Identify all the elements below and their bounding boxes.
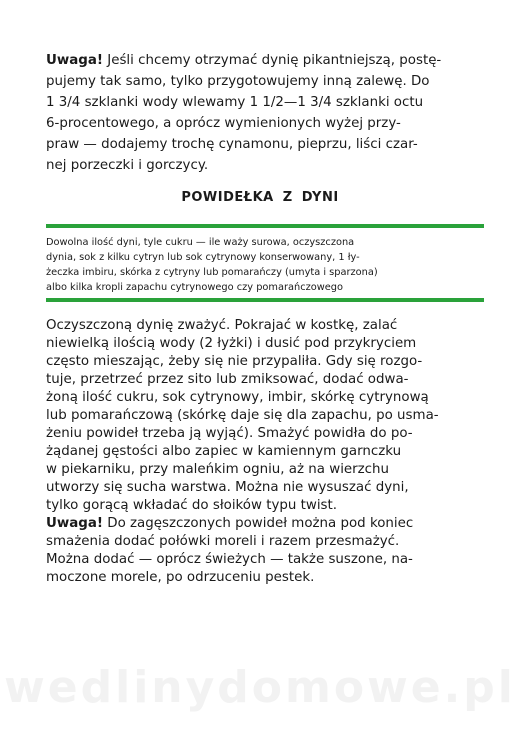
intro-line: 1 3/4 szklanki wody wlewamy 1 1/2—1 3/4 szklanki octu [46, 95, 424, 110]
method-line: utworzy się sucha warstwa. Można nie wysuszać dyni, [46, 480, 409, 495]
intro-line: pujemy tak samo, tylko przygotowujemy inną zalewę. Do [46, 74, 430, 89]
method-line: tylko gorącą wkładać do słoików typu twist. [46, 498, 338, 513]
recipe-title: POWIDEŁKA Z DYNI [181, 190, 339, 205]
note-line: moczone morele, po odrzuceniu pestek. [46, 570, 315, 585]
method-line: lub pomarańczową (skórkę daje się dla zapachu, po usma- [46, 408, 439, 423]
method-line: żoną ilość cukru, sok cytrynowy, imbir, skórkę cytrynową [46, 390, 429, 405]
ingredients-line: żeczka imbiru, skórka z cytryny lub pomarańczy (umyta i sparzona) [46, 267, 378, 278]
intro-line: nej porzeczki i gorczycy. [46, 158, 209, 173]
intro-paragraph [46, 50, 486, 176]
method-line: żądanej gęstości albo zapiec w kamiennym garnczku [46, 444, 402, 459]
warning-label: Uwaga! [46, 53, 104, 68]
intro-line [46, 50, 486, 71]
note-line [46, 515, 486, 533]
method-line: niewielką ilością wody (2 łyżki) i dusić pod przykryciem [46, 336, 417, 351]
intro-line: 6-procentowego, a oprócz wymienionych wyżej przy- [46, 116, 401, 131]
ingredients-line: albo kilka kropli zapachu cytrynowego czy pomarańczowego [46, 282, 343, 293]
ingredients-box [46, 235, 486, 295]
note-line-text: Do zagęszczonych powideł można pod koniec [103, 516, 414, 531]
method-paragraph [46, 317, 486, 587]
note-warning-label: Uwaga! [46, 516, 104, 531]
ingredients-line: dynia, sok z kilku cytryn lub sok cytrynowy konserwowany, 1 ły- [46, 252, 360, 263]
method-line: w piekarniku, przy maleńkim ogniu, aż na wierzchu [46, 462, 390, 477]
intro-line: praw — dodajemy trochę cynamonu, pieprzu, liści czar- [46, 137, 418, 152]
method-line: tuje, przetrzeć przez sito lub zmiksować, dodać odwa- [46, 372, 409, 387]
note-line: smażenia dodać połówki moreli i razem przesmażyć. [46, 534, 400, 549]
method-line: często mieszając, żeby się nie przypaliła. Gdy się rozgo- [46, 354, 423, 369]
method-line: żeniu powideł trzeba ją wyjąć). Smażyć powidła do po- [46, 426, 413, 441]
intro-line-text: Jeśli chcemy otrzymać dynię pikantniejszą, postę- [103, 53, 442, 68]
note-line: Można dodać — oprócz świeżych — także suszone, na- [46, 552, 413, 567]
ingredients-bottom-rule [46, 298, 484, 302]
ingredients-line: Dowolna ilość dyni, tyle cukru — ile waży surowa, oczyszczona [46, 237, 355, 248]
method-line: Oczyszczoną dynię zważyć. Pokrajać w kostkę, zalać [46, 318, 398, 333]
ingredients-top-rule [46, 224, 484, 228]
watermark: wedlinydomowe.pl [4, 662, 516, 713]
